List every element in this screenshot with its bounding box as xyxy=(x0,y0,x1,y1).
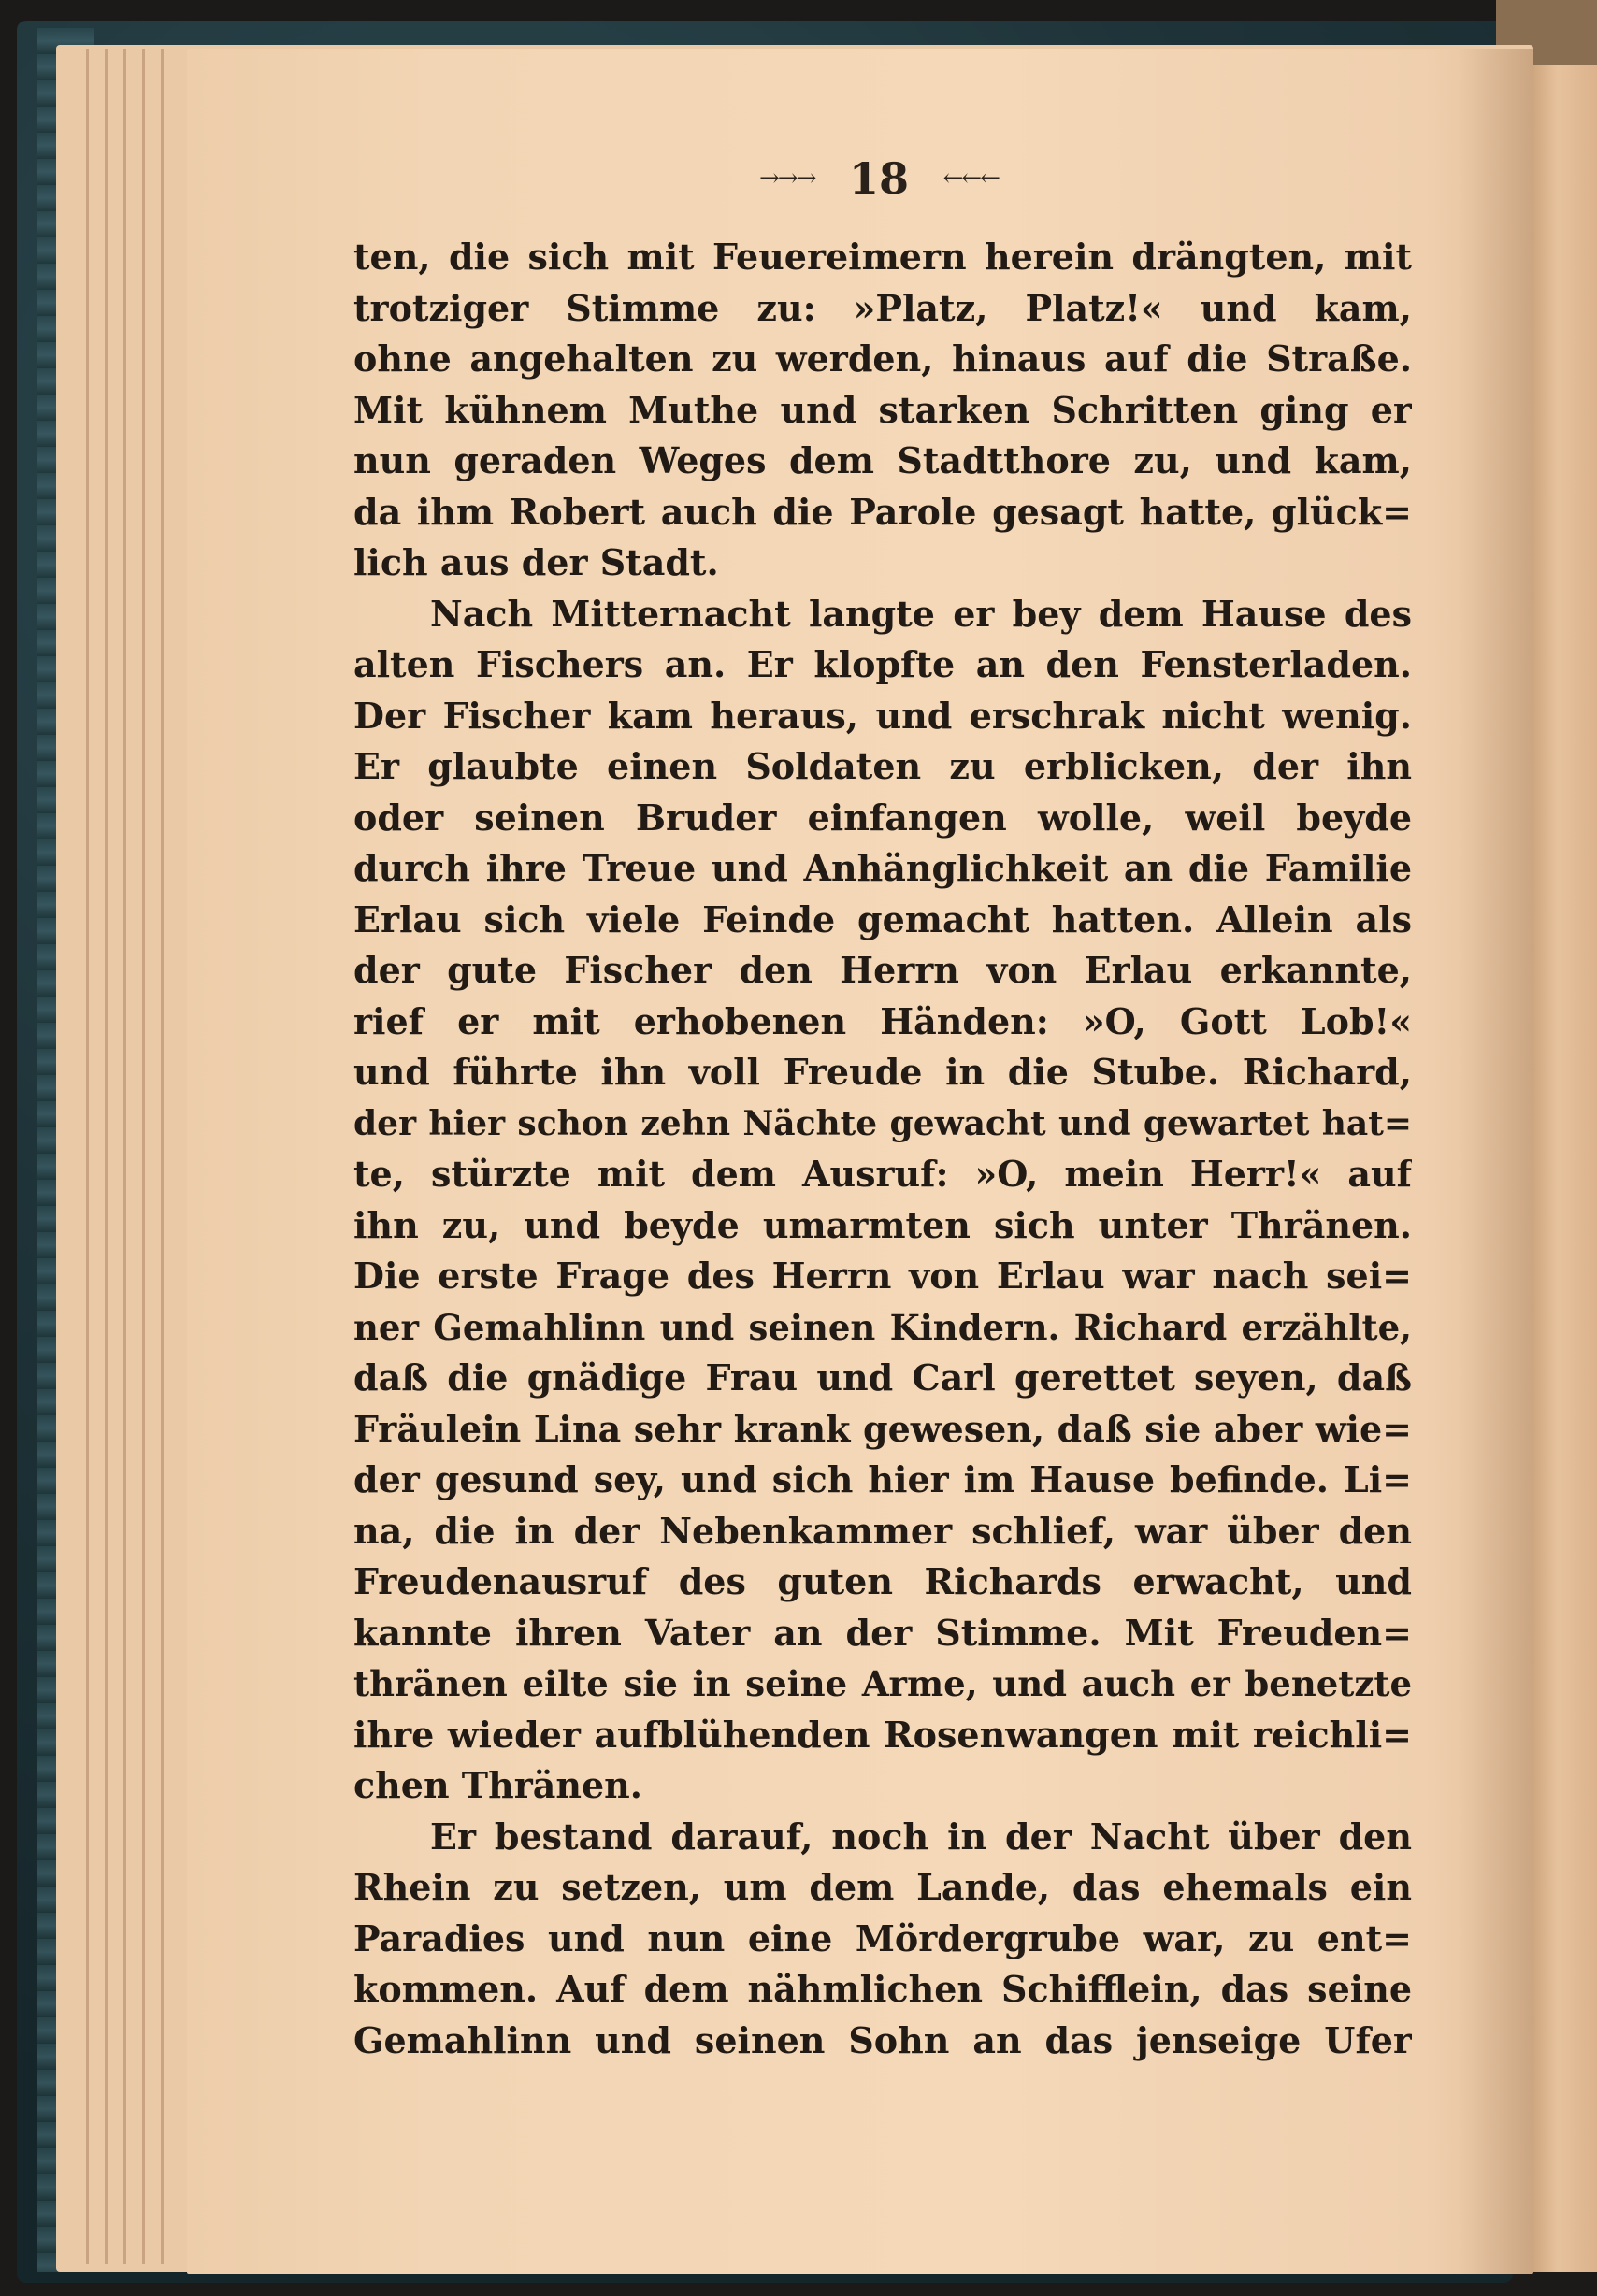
text-line: Erlau sich viele Feinde gemacht hatten. Allein als xyxy=(353,897,1412,940)
text-line: Er bestand darauf, noch in der Nacht über den xyxy=(430,1815,1412,1858)
text-line: oder seinen Bruder einfangen wolle, weil beyde xyxy=(353,796,1412,839)
text-line: ohne angehalten zu werden, hinaus auf die Straße. xyxy=(353,337,1412,380)
text-line: der gesund sey, und sich hier im Hause befinde. Li= xyxy=(353,1458,1412,1500)
text-line: ten, die sich mit Feuereimern herein drängten, mit xyxy=(353,236,1412,278)
page-number: 18 xyxy=(848,153,909,204)
page-edge-line xyxy=(142,49,145,2264)
text-line: der hier schon zehn Nächte gewacht und gewartet hat= xyxy=(353,1103,1412,1143)
text-line: der gute Fischer den Herrn von Erlau erkannte, xyxy=(353,949,1412,991)
text-line: Er glaubte einen Soldaten zu erblicken, der ihn xyxy=(353,745,1412,787)
text-line: na, die in der Nebenkammer schlief, war über den xyxy=(353,1509,1412,1552)
facing-page xyxy=(1528,65,1597,2272)
text-line: da ihm Robert auch die Parole gesagt hatte, glück= xyxy=(353,490,1412,533)
body-text xyxy=(353,232,1412,2066)
text-line: alten Fischers an. Er klopfte an den Fensterladen. xyxy=(353,643,1412,685)
page-edge-line xyxy=(161,49,164,2264)
text-line: Mit kühnem Muthe und starken Schritten ging er xyxy=(353,388,1412,431)
text-line: kommen. Auf dem nähmlichen Schifflein, das seine xyxy=(353,1968,1412,2010)
text-line: Nach Mitternacht langte er bey dem Hause des xyxy=(430,592,1412,635)
text-line: lich aus der Stadt. xyxy=(353,541,719,583)
text-line: ihn zu, und beyde umarmten sich unter Thränen. xyxy=(353,1203,1412,1246)
text-line: Paradies und nun eine Mördergrube war, zu ent= xyxy=(353,1916,1412,1959)
text-line: thränen eilte sie in seine Arme, und auch er benetzte xyxy=(353,1663,1412,1704)
text-line: kannte ihren Vater an der Stimme. Mit Freuden= xyxy=(353,1611,1412,1654)
text-line: daß die gnädige Frau und Carl gerettet seyen, daß xyxy=(353,1356,1412,1399)
page-edge-line xyxy=(86,49,89,2264)
text-line: Fräulein Lina sehr krank gewesen, daß sie aber wie= xyxy=(353,1407,1412,1450)
text-line: rief er mit erhobenen Händen: »O, Gott Lob!« xyxy=(353,999,1412,1042)
page-header xyxy=(720,150,1038,215)
page-edge-line xyxy=(105,49,108,2264)
text-line: Der Fischer kam heraus, und erschrak nicht wenig. xyxy=(353,694,1412,737)
text-line: ihre wieder aufblühenden Rosenwangen mit reichli= xyxy=(353,1713,1412,1756)
ornament-left: →→→ xyxy=(759,165,815,193)
text-line: Die erste Frage des Herrn von Erlau war nach sei= xyxy=(353,1255,1412,1297)
gutter-shadow xyxy=(1459,49,1533,2274)
text-line: und führte ihn voll Freude in die Stube. Richard, xyxy=(353,1051,1412,1093)
text-line: nun geraden Weges dem Stadtthore zu, und kam, xyxy=(353,439,1412,481)
text-line: durch ihre Treue und Anhänglichkeit an die Familie xyxy=(353,847,1412,889)
text-line: Gemahlinn und seinen Sohn an das jenseige Ufer xyxy=(353,2018,1412,2061)
text-line: Rhein zu setzen, um dem Lande, das ehemals ein xyxy=(353,1866,1412,1908)
text-line: Freudenausruf des guten Richards erwacht, und xyxy=(353,1560,1412,1602)
page-edge-line xyxy=(123,49,126,2264)
text-line: trotziger Stimme zu: »Platz, Platz!« und kam, xyxy=(353,286,1412,329)
text-line: ner Gemahlinn und seinen Kindern. Richard erzählte, xyxy=(353,1306,1412,1348)
ornament-right: ←←← xyxy=(942,165,999,193)
text-line: te, stürzte mit dem Ausruf: »O, mein Herr!« auf xyxy=(353,1153,1412,1195)
text-line: chen Thränen. xyxy=(353,1764,643,1806)
